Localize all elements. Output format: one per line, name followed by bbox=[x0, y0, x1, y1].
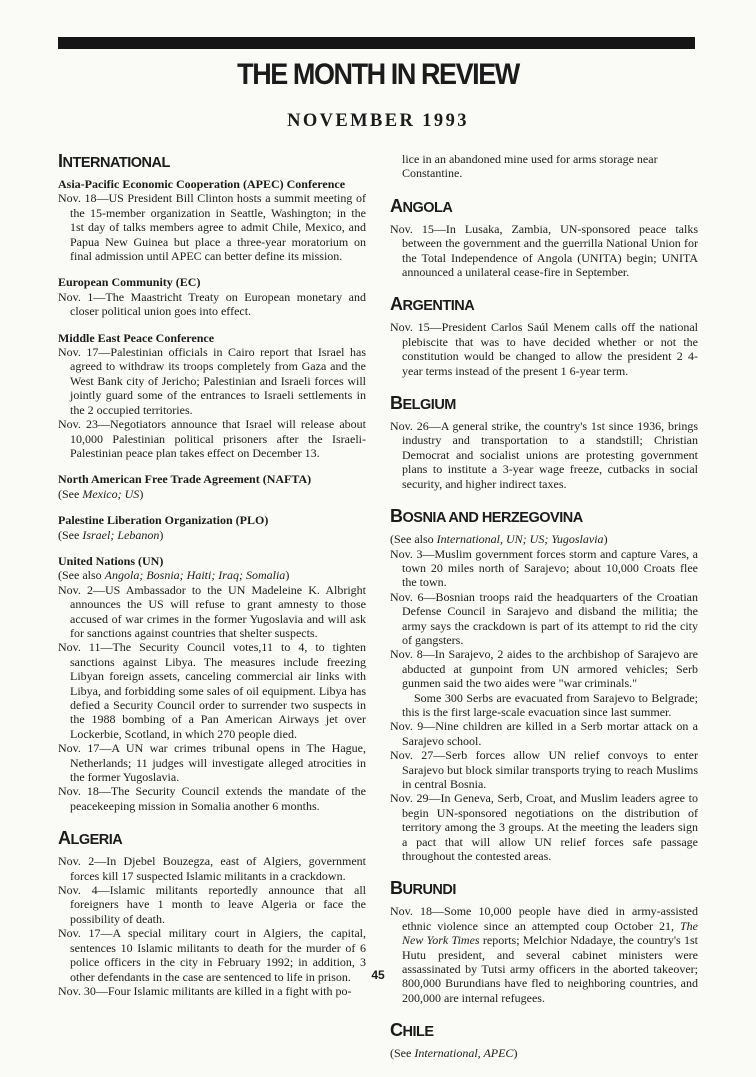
see-suffix: ) bbox=[139, 486, 144, 501]
entry: Nov. 2—US Ambassador to the UN Madeleine K. Albright announces the US will refuse to grant amnesty to those accused of war crimes in the former Yugoslavia and will ask for sanctions against countries that shelter suspects. bbox=[58, 582, 366, 640]
page-subtitle: NOVEMBER 1993 bbox=[287, 111, 469, 131]
section-angola bbox=[390, 197, 698, 280]
entry: Nov. 17—Palestinian officials in Cairo report that Israel has agreed to withdraw its troops completely from Gaza and the West Bank city of Jericho; Palestinian and Israeli forces will jointly guard some of the entrances to Israeli settlements in the 2 occupied territories. bbox=[58, 345, 366, 417]
org-name: Middle East Peace Conference bbox=[58, 330, 215, 345]
page-number: 45 bbox=[371, 968, 385, 982]
see-suffix: ) bbox=[513, 1046, 518, 1061]
entry-paragraph: Some 300 Serbs are evacuated from Sarajevo to Belgrade; this is the first large-scale evacuation since last summer. bbox=[402, 690, 698, 719]
org-un bbox=[58, 554, 366, 813]
org-name: European Community (EC) bbox=[58, 275, 201, 290]
entry-main: Nov. 8—In Sarajevo, 2 aides to the archbishop of Sarajevo are abducted at gunpoint from UN armored vehicles; Serb gunmen said the two aides were "war criminals." bbox=[390, 647, 698, 691]
entry: Nov. 11—The Security Council votes,11 to 4, to tighten sanctions against Libya. The measures include freezing Libyan foreign assets, canceling commercial air links with Libya, and forbidding some sales of oil equipment. Libya has defied a Security Council order to surrender two suspects in the 1988 bombing of a Pan American Airways jet over Lockerbie, Scotland, in which 270 people died. bbox=[58, 640, 366, 741]
see-suffix: ) bbox=[603, 532, 608, 547]
entry bbox=[390, 647, 698, 719]
entry: Nov. 9—Nine children are killed in a Serb mortar attack on a Sarajevo school. bbox=[390, 719, 698, 748]
entry: Nov. 15—President Carlos Saúl Menem calls off the national plebiscite that was to have decided whether or not the constitution would be changed to allow the president 2 4-year terms instead of the present 1 6-year term. bbox=[390, 320, 698, 378]
entry: Nov. 30—Four Islamic militants are killed in a fight with po- bbox=[58, 983, 352, 998]
section-argentina bbox=[390, 295, 698, 378]
entry: Nov. 18—The Security Council extends the mandate of the peacekeeping mission in Somalia another 6 months. bbox=[58, 784, 366, 813]
section-heading: ALGERIA bbox=[58, 828, 123, 849]
section-heading: ANGOLA bbox=[390, 195, 453, 216]
page-title: THE MONTH IN REVIEW bbox=[237, 58, 519, 91]
org-name: Asia-Pacific Economic Cooperation (APEC) Conference bbox=[58, 177, 346, 191]
entry: Nov. 27—Serb forces allow UN relief convoys to enter Sarajevo but block similar transports trying to reach Muslims in central Bosnia. bbox=[390, 748, 698, 791]
see-refs: Israel; Lebanon bbox=[82, 527, 160, 542]
entry-text: Nov. 18—Some 10,000 people have died in army-assisted ethnic violence since an attempted coup October 21, bbox=[390, 904, 698, 933]
left-column bbox=[58, 152, 366, 1014]
section-bosnia bbox=[390, 507, 698, 863]
cross-reference bbox=[390, 1046, 698, 1060]
entry bbox=[390, 904, 698, 1005]
entry: Nov. 1—The Maastricht Treaty on European monetary and closer political union goes into effect. bbox=[58, 289, 366, 319]
section-heading: BELGIUM bbox=[390, 393, 456, 414]
section-heading: ARGENTINA bbox=[390, 294, 475, 315]
section-international bbox=[58, 152, 366, 813]
see-prefix: (See also bbox=[390, 532, 437, 547]
entry: Nov. 17—A UN war crimes tribunal opens in The Hague, Netherlands; 11 judges will investigate alleged atrocities in the former Yugoslavia. bbox=[58, 741, 366, 785]
entry: Nov. 3—Muslim government forces storm and capture Vares, a town 20 miles north of Sarajevo; about 10,000 Croats flee the town. bbox=[390, 546, 698, 590]
see-prefix: (See bbox=[58, 527, 83, 542]
see-refs: International, UN; US; Yugoslavia bbox=[436, 532, 604, 547]
cross-reference bbox=[390, 532, 698, 546]
org-plo bbox=[58, 513, 366, 542]
see-refs: Mexico; US bbox=[82, 486, 140, 501]
entry: Nov. 26—A general strike, the country's 1st since 1936, brings industry and transportation to a standstill; Christian Democrat and socialist unions are protesting government plans to institute a 3-year wage freeze, cutbacks in social security, and higher indirect taxes. bbox=[390, 419, 698, 491]
see-suffix: ) bbox=[285, 568, 290, 583]
entry: Nov. 23—Negotiators announce that Israel will release about 10,000 Palestinian political prisoners after the Israeli-Palestinian peace plan takes effect on December 13. bbox=[58, 417, 366, 460]
entry: Nov. 15—In Lusaka, Zambia, UN-sponsored peace talks between the government and the guerrilla National Union for the Total Independence of Angola (UNITA) begin; UNITA announced a unilateral cease-fire in September. bbox=[390, 221, 698, 280]
see-suffix: ) bbox=[159, 527, 164, 542]
cross-reference bbox=[58, 487, 366, 501]
entry-text: reports; Melchior Ndadaye, the country's 1st Hutu president, and several cabinet ministers were assassinated by Tutsi army officers in the aborted takeover; 800,000 Burundians have fled to neighboring countries, and 200,000 are internal refugees. bbox=[402, 933, 698, 1005]
cross-reference bbox=[58, 568, 366, 582]
section-heading: BOSNIA AND HERZEGOVINA bbox=[390, 506, 583, 527]
entry: Nov. 2—In Djebel Bouzegza, east of Algiers, government forces kill 17 suspected Islamic militants in a crackdown. bbox=[58, 854, 366, 883]
see-prefix: (See bbox=[58, 486, 83, 501]
entry: Nov. 29—In Geneva, Serb, Croat, and Muslim leaders agree to begin UN-sponsored negotiations on the distribution of territory among the 3 groups. At the meeting the leaders sign a pact that will allow UN relief forces safe passage throughout the contested areas. bbox=[390, 791, 698, 864]
see-prefix: (See also bbox=[58, 568, 105, 583]
org-name: North American Free Trade Agreement (NAFTA) bbox=[58, 472, 312, 487]
entry: Nov. 4—Islamic militants reportedly announce that all foreigners have 1 month to leave Algeria or face the possibility of death. bbox=[58, 883, 366, 926]
see-refs: International, APEC bbox=[414, 1046, 514, 1061]
section-belgium bbox=[390, 394, 698, 491]
entry: Nov. 17—A special military court in Algiers, the capital, sentences 10 Islamic militants to death for the murder of 6 police officers in the city in February 1992; in addition, 3 other defendants in the case are sentenced to life in prison. bbox=[58, 926, 366, 984]
entry: Nov. 18—US President Bill Clinton hosts a summit meeting of the 15-member organization in Seattle, Washington; in the 1st day of talks members agree to admit Chile, Mexico, and Papua New Guinea but place a three-year moratorium on final admission until APEC can better define its mission. bbox=[58, 191, 366, 264]
see-prefix: (See bbox=[390, 1046, 415, 1061]
org-nafta bbox=[58, 472, 366, 501]
entry-continued: lice in an abandoned mine used for arms storage near Constantine. bbox=[402, 152, 658, 181]
org-name: Palestine Liberation Organization (PLO) bbox=[58, 513, 269, 528]
publication-name: The New York Times bbox=[402, 918, 698, 948]
org-middle-east bbox=[58, 331, 366, 461]
section-chile bbox=[390, 1021, 698, 1060]
section-burundi bbox=[390, 879, 698, 1005]
see-refs: Angola; Bosnia; Haiti; Iraq; Somalia bbox=[104, 568, 286, 583]
cross-reference bbox=[58, 528, 366, 542]
org-ec bbox=[58, 275, 366, 318]
org-apec bbox=[58, 177, 366, 263]
section-heading: BURUNDI bbox=[390, 878, 456, 899]
section-heading: INTERNATIONAL bbox=[58, 151, 170, 171]
header-rule bbox=[58, 37, 695, 49]
right-column bbox=[390, 152, 698, 1077]
entry: Nov. 6—Bosnian troops raid the headquarters of the Croatian Defense Council in Sarajevo and disband the militia; the army says the crackdown is part of its attempt to rid the city of gangsters. bbox=[390, 589, 698, 647]
org-name: United Nations (UN) bbox=[58, 553, 164, 568]
section-heading: CHILE bbox=[390, 1020, 434, 1041]
